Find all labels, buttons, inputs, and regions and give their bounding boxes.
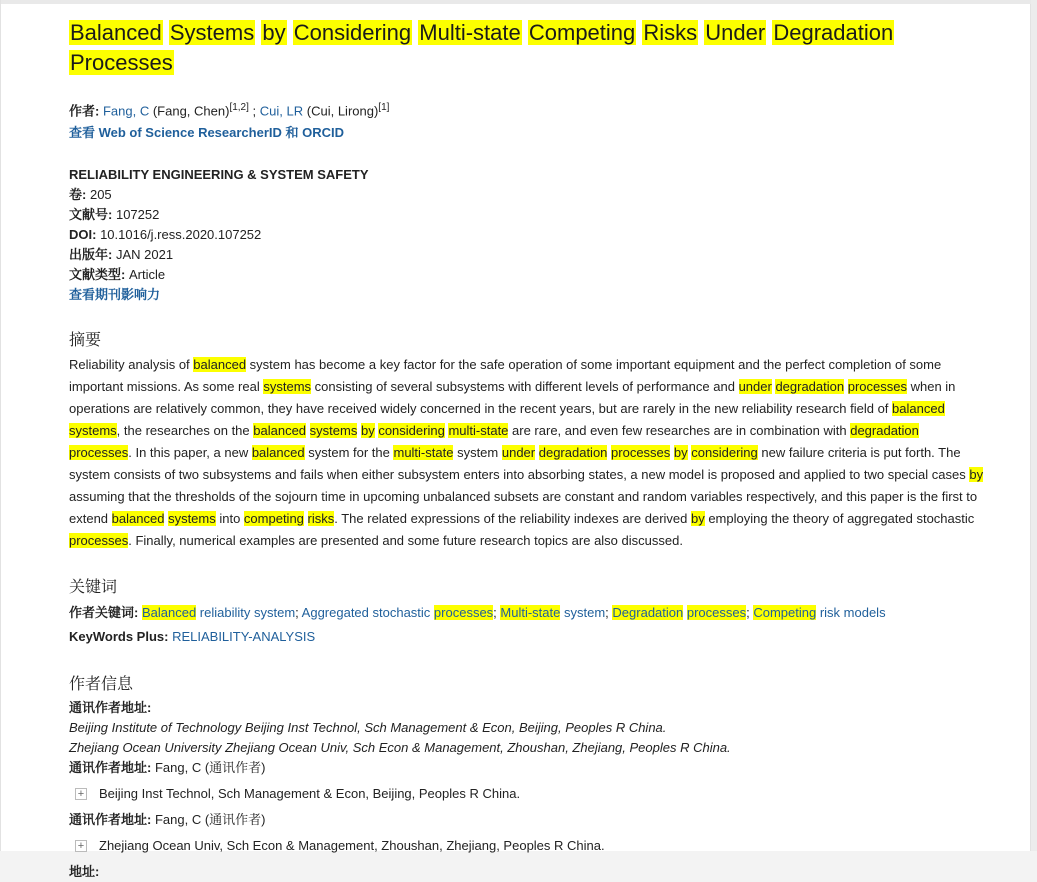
highlighted-term: degradation [538,445,608,461]
author-keyword-link[interactable]: risk models [816,605,886,621]
authors-label: 作者: [69,103,100,119]
highlighted-term: systems [309,423,358,439]
title-word: Balanced [70,20,162,45]
abstract-segment: Reliability analysis of [69,357,194,373]
authors-row [69,98,984,121]
author-keywords-row [69,601,984,625]
abstract-segment: employing the theory of aggregated stochastic [704,511,975,527]
author-affil-fang[interactable]: [1,2] [229,102,249,113]
highlighted-term: multi-state [448,423,509,439]
author-keywords-label: 作者关键词: [69,605,139,621]
abstract-segment: . Finally, numerical examples are presented and some future research topics are also discussed. [128,533,683,549]
doi-value: 10.1016/j.ress.2020.107252 [100,227,262,243]
abstract-segment: system has become a key factor for the safe operation of some important equipment and the perfect completion of some important missions. As some real [69,357,942,395]
highlighted-term: under [501,445,536,461]
highlighted-term: competing [243,511,304,527]
abstract-segment: are rare, and even few researches are in combination with [508,423,851,439]
author-separator: ; [252,103,257,119]
keyword-separator: ; [746,605,754,621]
abstract-segment: , the researches on the [116,423,254,439]
highlighted-term: degradation [850,423,919,439]
keyword-separator: ; [605,605,613,621]
top-border [1,0,1037,4]
abstract-segment: . The related expressions of the reliability indexes are derived [334,511,691,527]
author-keyword-link[interactable]: Competing [753,605,817,621]
abstract-heading: 摘要 [69,332,102,350]
highlighted-term: under [738,379,772,395]
scrollbar[interactable] [1031,0,1037,851]
expand-icon[interactable]: + [75,840,87,852]
author-link-cui[interactable]: Cui, LR [259,103,304,119]
abstract-segment: when in operations are relatively common, they have received widely concerned in the recent years, but are rarely in the new reliability research field of [69,379,956,417]
highlighted-term: balanced [253,423,307,439]
author-keyword-link[interactable]: Aggregated stochastic [301,605,434,621]
keyword-separator: ; [493,605,501,621]
highlighted-term: by [690,511,705,527]
corr-address-label: 通讯作者地址: [69,700,152,716]
corr-address-expand-1 [75,784,984,804]
keywords-plus-row [69,625,984,649]
doi-row [69,225,984,245]
highlighted-term: degradation [775,379,845,395]
article-number-row [69,205,984,225]
abstract-segment: new failure criteria is put forth. The system consists of two subsystems and fails when either subsystem enters into absorbing states, a new model is proposed and applied to two special cases [69,445,970,483]
corr-author-row-2 [69,810,984,830]
author-fullname-fang: (Fang, Chen) [152,103,230,119]
corr-author-value-2: Fang, C (通讯作者) [154,812,266,828]
author-keyword-link[interactable]: processes [433,605,494,621]
title-word: Under [705,20,766,45]
corr-address-1: Beijing Inst Technol, Sch Management & Econ, Beijing, Peoples R China. [99,786,521,802]
corr-author-label-1: 通讯作者地址: [69,760,152,776]
highlighted-term: processes [69,533,129,549]
abstract-segment: assuming that the thresholds of the sojourn time in upcoming unbalanced subsets are constant and random variables respectively, and this paper is the first to extend [69,489,978,527]
title-word: Competing [528,20,636,45]
title-word: Degradation [773,20,894,45]
highlighted-term: processes [847,379,907,395]
author-keyword-link[interactable]: reliability system [196,605,296,621]
highlighted-term: multi-state [393,445,454,461]
title-word: by [262,20,286,45]
volume-value: 205 [89,187,112,203]
author-link-fang[interactable]: Fang, C [102,103,150,119]
title-word: Risks [643,20,698,45]
doc-type-value: Article [128,267,166,283]
author-fullname-cui: (Cui, Lirong) [306,103,379,119]
author-affil-cui[interactable]: [1] [378,102,390,113]
highlighted-term: processes [69,445,129,461]
keyword-separator: ; [295,605,302,621]
title-word: Systems [169,20,255,45]
title-word: Multi-state [419,20,521,45]
expand-icon[interactable]: + [75,788,87,800]
corr-address-expand-2 [75,836,984,856]
keywords-plus-link[interactable]: RELIABILITY-ANALYSIS [172,629,316,645]
highlighted-term: by [969,467,984,483]
doc-type-row [69,265,984,285]
title-word: Processes [70,50,173,75]
author-keywords-list [142,605,886,620]
record-content [69,18,984,882]
keywords-heading: 关键词 [69,579,118,597]
highlighted-term: processes [611,445,671,461]
highlighted-term: systems [168,511,216,527]
doi-label: DOI: [69,227,97,243]
author-keyword-link[interactable]: processes [686,605,747,621]
author-keyword-link[interactable]: Balanced [141,605,197,621]
author-keyword-link[interactable]: Degradation [612,605,684,621]
highlighted-term: balanced [251,445,305,461]
volume-label: 卷: [69,187,87,203]
pub-date-label: 出版年: [69,247,113,263]
corr-author-value-1: Fang, C (通讯作者) [154,760,266,776]
researcher-id-link[interactable]: 查看 Web of Science ResearcherID 和 ORCID [69,125,345,141]
keywords-plus-label: KeyWords Plus: [69,629,169,645]
highlighted-term: balanced [111,511,165,527]
address-line-1: Beijing Institute of Technology Beijing Inst Technol, Sch Management & Econ, Beijing, Peoples R China. [69,720,667,736]
title-word: Considering [293,20,412,45]
highlighted-term: balanced [193,357,247,373]
doc-type-label: 文献类型: [69,267,126,283]
abstract-segment: into [215,511,244,527]
address-label: 地址: [69,864,100,880]
author-keyword-link[interactable]: system [560,605,606,621]
highlighted-term: systems [263,379,312,395]
highlighted-term: by [360,423,375,439]
abstract-segment: consisting of several subsystems with different levels of performance and [311,379,739,395]
abstract-text [69,354,984,552]
address-line-2: Zhejiang Ocean University Zhejiang Ocean Univ, Sch Econ & Management, Zhoushan, Zhejiang, Peoples R China. [69,740,731,756]
author-keyword-link[interactable]: Multi-state [500,605,561,621]
highlighted-term: considering [378,423,445,439]
highlighted-term: by [673,445,688,461]
article-number-label: 文献号: [69,207,113,223]
journal-impact-link[interactable]: 查看期刊影响力 [69,287,161,303]
article-number-value: 107252 [115,207,160,223]
corr-author-row-1 [69,758,984,778]
article-title [69,18,984,78]
pub-date-value: JAN 2021 [115,247,174,263]
abstract-segment: system [453,445,502,461]
corr-address-2: Zhejiang Ocean Univ, Sch Econ & Management, Zhoushan, Zhejiang, Peoples R China. [99,838,605,854]
highlighted-term: considering [691,445,758,461]
abstract-segment [304,511,308,526]
journal-name: RELIABILITY ENGINEERING & SYSTEM SAFETY [69,167,369,183]
volume-row [69,185,984,205]
highlighted-term: systems [69,423,117,439]
pub-date-row [69,245,984,265]
abstract-segment: system for the [304,445,394,461]
highlighted-term: balanced [892,401,945,417]
abstract-segment: . In this paper, a new [128,445,252,461]
highlighted-term: risks [307,511,335,527]
author-info-heading: 作者信息 [69,676,134,694]
corr-author-label-2: 通讯作者地址: [69,812,152,828]
